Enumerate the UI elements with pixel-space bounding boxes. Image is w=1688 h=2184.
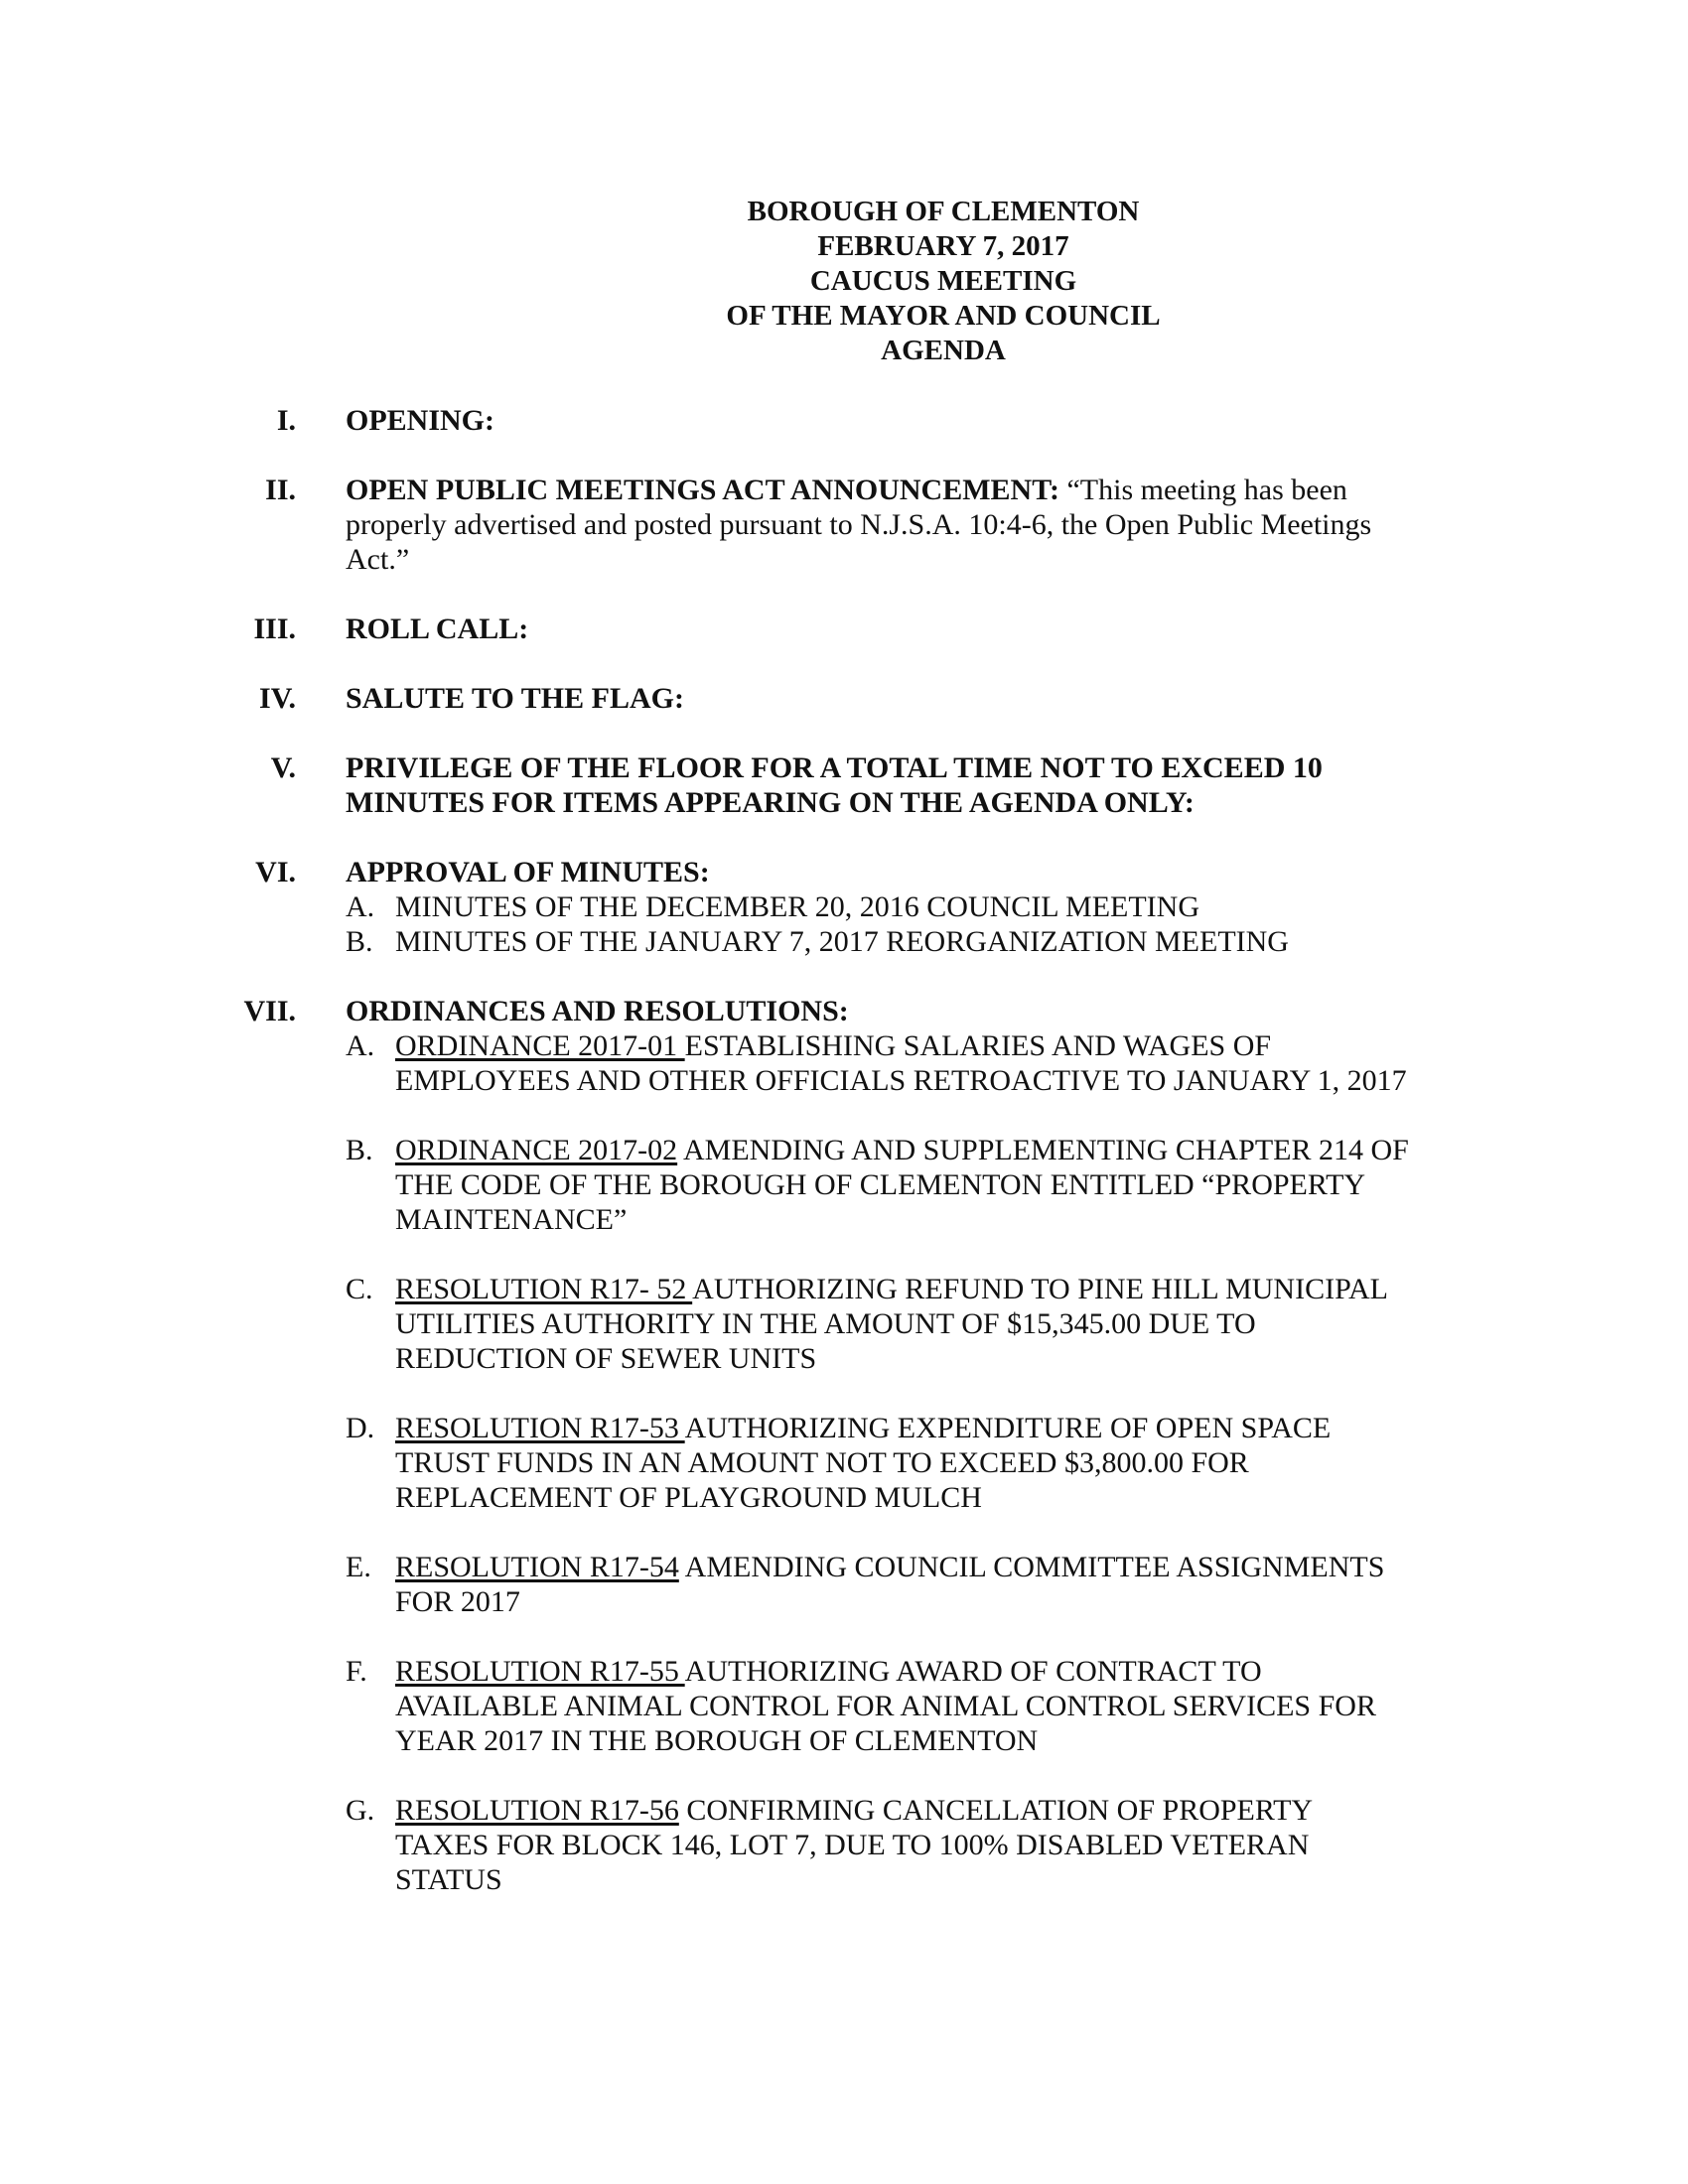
resolution-ref: RESOLUTION R17-54: [395, 1551, 679, 1583]
section-heading: MINUTES FOR ITEMS APPEARING ON THE AGENDA ONLY:: [346, 786, 1195, 819]
item-letter: B.: [346, 1134, 373, 1166]
resolution-ref: RESOLUTION R17-56: [395, 1794, 679, 1827]
resolution-ref: RESOLUTION R17- 52: [395, 1273, 693, 1305]
announcement-text: “This meeting has been: [1066, 474, 1347, 506]
list-item: [346, 889, 1438, 924]
item-text: TAXES FOR BLOCK 146, LOT 7, DUE TO 100% DISABLED VETERAN: [395, 1829, 1310, 1861]
item-text: UTILITIES AUTHORITY IN THE AMOUNT OF $15,345.00 DUE TO: [395, 1307, 1256, 1340]
item-text: YEAR 2017 IN THE BOROUGH OF CLEMENTON: [395, 1724, 1039, 1757]
section-heading: APPROVAL OF MINUTES:: [346, 856, 710, 888]
item-text: ESTABLISHING SALARIES AND WAGES OF: [684, 1029, 1272, 1062]
section-numeral: II.: [265, 474, 296, 506]
header-body: OF THE MAYOR AND COUNCIL: [726, 300, 1161, 332]
item-text: TRUST FUNDS IN AN AMOUNT NOT TO EXCEED $3,800.00 FOR: [395, 1446, 1249, 1479]
item-text: AVAILABLE ANIMAL CONTROL FOR ANIMAL CONTROL SERVICES FOR: [395, 1690, 1376, 1722]
item-text: AMENDING COUNCIL COMMITTEE ASSIGNMENTS: [678, 1551, 1385, 1583]
list-item: [346, 924, 1438, 959]
item-text: REDUCTION OF SEWER UNITS: [395, 1342, 817, 1375]
item-letter: F.: [346, 1655, 367, 1688]
section-numeral: VII.: [243, 995, 296, 1027]
header-agenda: AGENDA: [881, 335, 1006, 366]
item-text: MINUTES OF THE DECEMBER 20, 2016 COUNCIL MEETING: [395, 890, 1199, 923]
item-letter: A.: [346, 1029, 375, 1062]
announcement-text: properly advertised and posted pursuant to N.J.S.A. 10:4-6, the Open Public Meetings: [346, 508, 1372, 541]
item-letter: E.: [346, 1551, 371, 1583]
header-borough: BOROUGH OF CLEMENTON: [747, 196, 1140, 227]
item-text: EMPLOYEES AND OTHER OFFICIALS RETROACTIVE TO JANUARY 1, 2017: [395, 1064, 1407, 1097]
section-heading: PRIVILEGE OF THE FLOOR FOR A TOTAL TIME NOT TO EXCEED 10: [346, 751, 1323, 784]
resolution-ref: RESOLUTION R17-55: [395, 1655, 685, 1688]
section-numeral: V.: [270, 751, 296, 784]
section-numeral: III.: [253, 613, 296, 645]
item-text: MINUTES OF THE JANUARY 7, 2017 REORGANIZATION MEETING: [395, 925, 1289, 958]
section-heading: OPENING:: [346, 404, 494, 437]
section-heading: ROLL CALL:: [346, 613, 529, 645]
ordinance-ref: ORDINANCE 2017-02: [395, 1134, 678, 1166]
item-text: AUTHORIZING EXPENDITURE OF OPEN SPACE: [684, 1412, 1332, 1444]
header-meeting-type: CAUCUS MEETING: [809, 265, 1077, 297]
item-letter: B.: [346, 925, 373, 958]
item-text: CONFIRMING CANCELLATION OF PROPERTY: [678, 1794, 1314, 1827]
header-date: FEBRUARY 7, 2017: [817, 230, 1069, 262]
item-text: FOR 2017: [395, 1585, 520, 1618]
item-text: REPLACEMENT OF PLAYGROUND MULCH: [395, 1481, 982, 1514]
item-text: MAINTENANCE”: [395, 1203, 628, 1236]
ordinance-ref: ORDINANCE 2017-01: [395, 1029, 685, 1062]
item-letter: G.: [346, 1794, 375, 1827]
item-text: AMENDING AND SUPPLEMENTING CHAPTER 214 OF: [677, 1134, 1409, 1166]
section-numeral: VI.: [255, 856, 296, 888]
section-numeral: IV.: [259, 682, 296, 715]
section-heading: SALUTE TO THE FLAG:: [346, 682, 684, 715]
item-text: STATUS: [395, 1863, 502, 1896]
item-text: AUTHORIZING AWARD OF CONTRACT TO: [684, 1655, 1262, 1688]
resolution-ref: RESOLUTION R17-53: [395, 1412, 685, 1444]
item-text: THE CODE OF THE BOROUGH OF CLEMENTON ENTITLED “PROPERTY: [395, 1168, 1366, 1201]
item-letter: C.: [346, 1273, 373, 1305]
document-header: [596, 195, 1291, 368]
section-numeral: I.: [276, 404, 296, 437]
item-text: AUTHORIZING REFUND TO PINE HILL MUNICIPAL: [692, 1273, 1388, 1305]
item-letter: D.: [346, 1412, 375, 1444]
section-heading: OPEN PUBLIC MEETINGS ACT ANNOUNCEMENT:: [346, 474, 1059, 506]
section-heading: ORDINANCES AND RESOLUTIONS:: [346, 995, 849, 1027]
item-letter: A.: [346, 890, 375, 923]
announcement-text: Act.”: [346, 543, 410, 576]
